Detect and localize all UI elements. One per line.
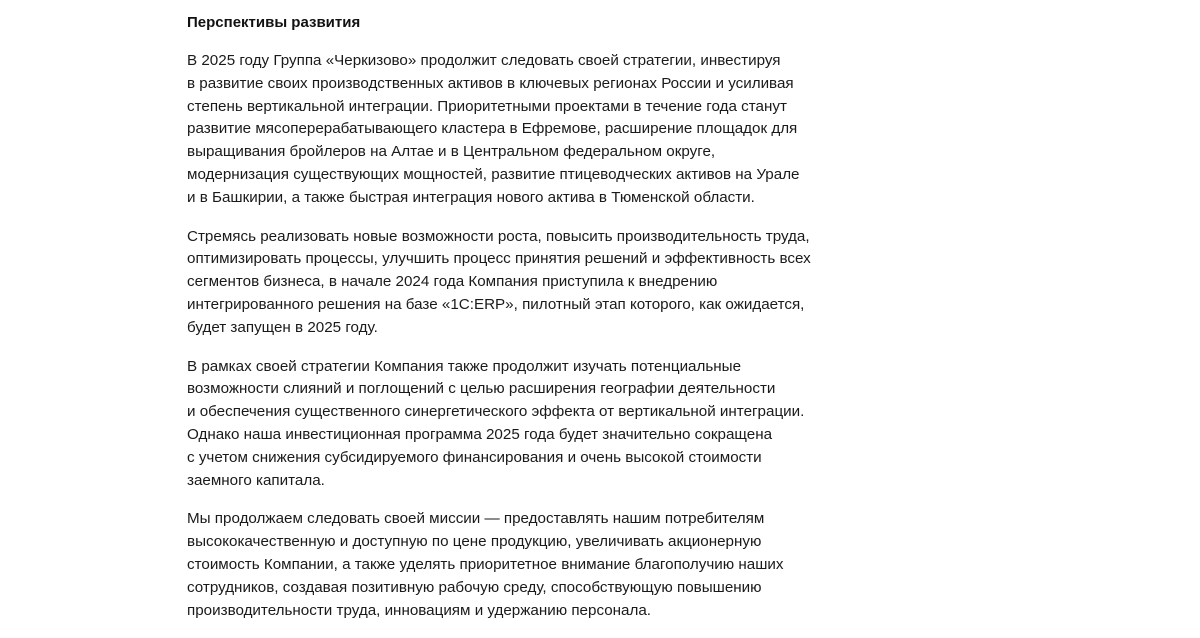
paragraph-erp xyxy=(187,226,867,340)
section-heading: Перспективы развития xyxy=(187,14,361,31)
text-line: оптимизировать процессы, улучшить процесс принятия решений и эффективность всех xyxy=(187,250,811,268)
paragraph-strategy xyxy=(187,50,867,210)
text-line: сегментов бизнеса, в начале 2024 года Компания приступила к внедрению xyxy=(187,273,718,291)
text-line: стоимость Компании, а также уделять приоритетное внимание благополучию наших xyxy=(187,555,784,573)
text-line: высококачественную и доступную по цене продукцию, увеличивать акционерную xyxy=(187,533,762,551)
paragraph-mna xyxy=(187,356,867,493)
text-line: выращивания бройлеров на Алтае и в Центральном федеральном округе, xyxy=(187,143,716,161)
text-line: интегрированного решения на базе «1С:ERP», пилотный этап которого, как ожидается, xyxy=(187,295,805,313)
text-line: развитие мясоперерабатывающего кластера в Ефремове, расширение площадок для xyxy=(187,120,798,138)
text-line: производительности труда, инновациям и удержанию персонала. xyxy=(187,601,652,619)
text-line: и обеспечения существенного синергетического эффекта от вертикальной интеграции. xyxy=(187,403,805,421)
text-line: В рамках своей стратегии Компания также продолжит изучать потенциальные xyxy=(187,357,742,375)
text-line: Мы продолжаем следовать своей миссии — предоставлять нашим потребителям xyxy=(187,510,765,528)
text-line: степень вертикальной интеграции. Приоритетными проектами в течение года станут xyxy=(187,97,787,115)
text-line: в развитие своих производственных активов в ключевых регионах России и усиливая xyxy=(187,74,794,92)
text-line: заемного капитала. xyxy=(187,471,325,489)
text-line: будет запущен в 2025 году. xyxy=(187,318,378,336)
text-line: Однако наша инвестиционная программа 2025 года будет значительно сокращена xyxy=(187,425,773,443)
text-line: модернизация существующих мощностей, развитие птицеводческих активов на Урале xyxy=(187,165,800,183)
text-line: возможности слияний и поглощений с целью расширения географии деятельности xyxy=(187,380,776,398)
text-line: В 2025 году Группа «Черкизово» продолжит следовать своей стратегии, инвестируя xyxy=(187,52,781,69)
text-line: и в Башкирии, а также быстрая интеграция нового актива в Тюменской области. xyxy=(187,188,755,206)
article xyxy=(187,12,867,638)
text-line: сотрудников, создавая позитивную рабочую среду, способствующую повышению xyxy=(187,578,762,596)
text-line: с учетом снижения субсидируемого финансирования и очень высокой стоимости xyxy=(187,448,762,466)
paragraph-mission xyxy=(187,508,867,622)
text-line: Стремясь реализовать новые возможности роста, повысить производительность труда, xyxy=(187,227,810,245)
